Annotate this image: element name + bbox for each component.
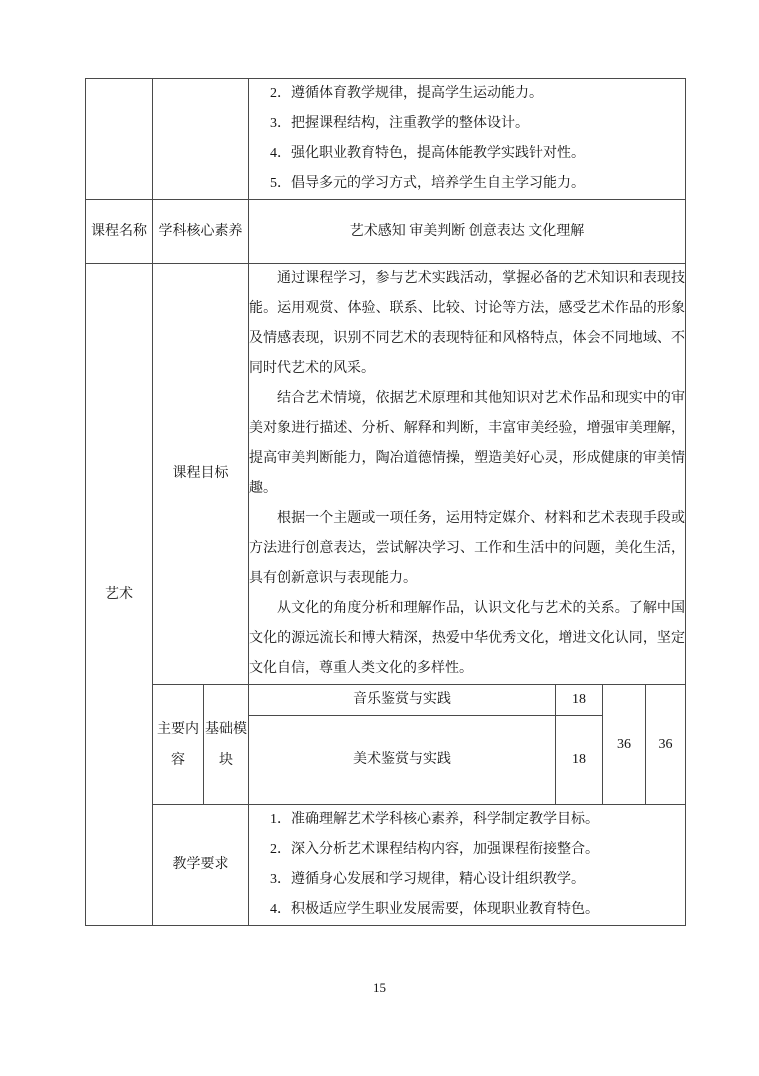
pe-requirement-item: 2．遵循体育教学规律，提高学生运动能力。 (270, 86, 543, 101)
course-goals-label: 课程目标 (153, 264, 249, 685)
main-content-row-music (86, 685, 686, 716)
header-row (86, 200, 686, 264)
total-hours-value: 36 (603, 685, 646, 805)
course-goal-paragraph: 从文化的角度分析和理解作品，认识文化与艺术的关系。了解中国文化的源远流长和博大精深，热爱中华优秀文化，增进文化认同，坚定文化自信，尊重人类文化的多样性。 (249, 601, 685, 676)
pe-requirements-cell (249, 79, 686, 200)
teaching-requirement-item: 1．准确理解艺术学科核心素养，科学制定教学目标。 (270, 812, 599, 827)
empty-cell-left (86, 79, 153, 200)
teaching-requirements-label: 教学要求 (153, 805, 249, 926)
pe-requirement-item: 5．倡导多元的学习方式，培养学生自主学习能力。 (270, 176, 585, 191)
course-name-value: 艺术 (86, 264, 153, 926)
module-name-music: 音乐鉴赏与实践 (249, 685, 556, 716)
course-goals-cell (249, 264, 686, 685)
course-goal-paragraph: 结合艺术情境，依据艺术原理和其他知识对艺术作品和现实中的审美对象进行描述、分析、解释和判断，丰富审美经验，增强审美理解，提高审美判断能力，陶冶道德情操，塑造美好心灵，形成健康的审美情趣。 (249, 391, 685, 496)
module-hours-art: 18 (556, 716, 603, 805)
teaching-requirements-row (86, 805, 686, 926)
course-name-label: 课程名称 (86, 200, 153, 264)
main-content-label: 主要内容 (153, 685, 204, 805)
module-name-art: 美术鉴赏与实践 (249, 716, 556, 805)
course-goal-paragraph: 根据一个主题或一项任务，运用特定媒介、材料和艺术表现手段或方法进行创意表达，尝试解决学习、工作和生活中的问题，美化生活，具有创新意识与表现能力。 (249, 511, 685, 586)
page-number: 15 (373, 980, 386, 995)
teaching-requirements-cell (249, 805, 686, 926)
curriculum-table (85, 78, 686, 926)
teaching-requirement-item: 4．积极适应学生职业发展需要，体现职业教育特色。 (270, 902, 599, 917)
competencies-value: 艺术感知 审美判断 创意表达 文化理解 (249, 200, 686, 264)
teaching-requirement-item: 2．深入分析艺术课程结构内容，加强课程衔接整合。 (270, 842, 599, 857)
pe-requirements-row (86, 79, 686, 200)
course-goals-row (86, 264, 686, 685)
empty-cell-label (153, 79, 249, 200)
pe-requirement-item: 3．把握课程结构，注重教学的整体设计。 (270, 116, 529, 131)
total-credits-value: 36 (646, 685, 686, 805)
module-hours-music: 18 (556, 685, 603, 716)
course-goal-paragraph: 通过课程学习，参与艺术实践活动，掌握必备的艺术知识和表现技能。运用观赏、体验、联系、比较、讨论等方法，感受艺术作品的形象及情感表现，识别不同艺术的表现特征和风格特点，体会不同地域、不同时代艺术的风采。 (249, 271, 685, 376)
core-competency-label: 学科核心素养 (153, 200, 249, 264)
teaching-requirement-item: 3．遵循身心发展和学习规律，精心设计组织教学。 (270, 872, 585, 887)
pe-requirement-item: 4．强化职业教育特色，提高体能教学实践针对性。 (270, 146, 585, 161)
basic-module-label: 基础模块 (204, 685, 249, 805)
